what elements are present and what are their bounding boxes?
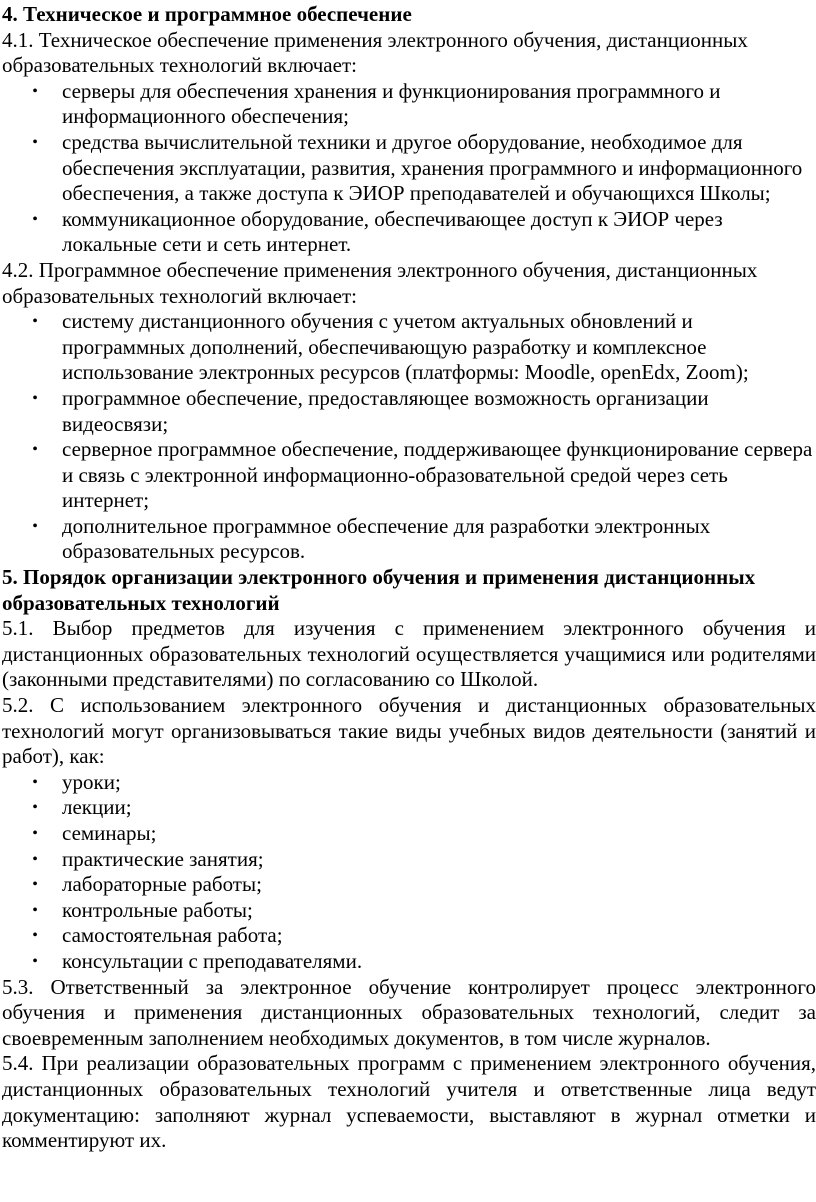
bullet-icon: •: [32, 313, 38, 331]
list-item: [2, 79, 816, 130]
list-item: [2, 770, 816, 796]
list-item-text: семинары;: [62, 821, 157, 845]
list-item-text: средства вычислительной техники и другое оборудование, необходимое для обеспечения эксплуатации, развития, хранения программного и информационного обеспечения, а также доступа к ЭИОР преподавателей и обучающихся Школы;: [62, 129, 803, 206]
list-item-text: уроки;: [62, 769, 121, 794]
list-item-text: консультации с преподавателями.: [62, 948, 363, 973]
list-item: [2, 872, 816, 898]
bullet-icon: •: [32, 799, 38, 817]
bullet-icon: •: [32, 389, 38, 407]
paragraph-5-1: 5.1. Выбор предметов для изучения с применением электронного обучения и дистанционных образовательных технологий осуществляется учащимися или родителями (законными представителями) по согласованию со Школой.: [2, 616, 816, 692]
paragraph-4-1: 4.1. Техническое обеспечение применения электронного обучения, дистанционных образовательных технологий включает:: [2, 27, 748, 78]
list-item-text: самостоятельная работа;: [62, 923, 283, 948]
list-item-text: серверы для обеспечения хранения и функционирования программного и информационного обеспечения;: [62, 78, 721, 129]
list-5-2: [2, 770, 816, 975]
bullet-icon: •: [32, 850, 38, 868]
bullet-icon: •: [32, 825, 38, 842]
list-item-text: лабораторные работы;: [62, 872, 262, 897]
bullet-icon: •: [32, 901, 38, 919]
bullet-icon: •: [32, 773, 38, 791]
list-item: [2, 309, 816, 386]
list-item-text: дополнительное программное обеспечение для разработки электронных образовательных ресурсов.: [62, 513, 711, 564]
list-item: [2, 130, 816, 207]
bullet-icon: •: [32, 927, 38, 945]
section-5-heading: 5. Порядок организации электронного обучения и применения дистанционных образовательных технологий: [2, 565, 756, 615]
paragraph-5-3: 5.3. Ответственный за электронное обучение контролирует процесс электронного обучения и применения дистанционных образовательных технологий, следит за своевременным заполнением необходимых документов, в том числе журналов.: [2, 974, 816, 1050]
paragraph-4-2: 4.2. Программное обеспечение применения электронного обучения, дистанционных образовательных технологий включает:: [2, 257, 758, 308]
list-item: [2, 437, 816, 514]
bullet-icon: •: [32, 210, 38, 228]
bullet-icon: •: [32, 133, 38, 151]
list-item-text: коммуникационное оборудование, обеспечивающее доступ к ЭИОР через локальные сети и сеть интернет.: [62, 206, 723, 257]
list-item-text: контрольные работы;: [62, 897, 253, 922]
list-item: [2, 847, 816, 873]
list-item: [2, 207, 816, 258]
list-item-text: практические занятия;: [62, 846, 264, 871]
bullet-icon: •: [32, 952, 38, 970]
list-item: [2, 821, 816, 847]
list-item: [2, 898, 816, 924]
list-item-text: серверное программное обеспечение, поддерживающее функционирование сервера и связь с электронной информационно-образовательной средой через сеть интернет;: [62, 437, 813, 513]
list-item: [2, 514, 816, 565]
list-item: [2, 949, 816, 975]
list-item-text: лекции;: [62, 795, 132, 820]
section-4-heading: 4. Техническое и программное обеспечение: [2, 2, 412, 26]
list-4-2: [2, 309, 816, 565]
bullet-icon: •: [32, 876, 38, 894]
paragraph-5-2: 5.2. С использованием электронного обучения и дистанционных образовательных технологий могут организовываться такие виды учебных видов деятельности (занятий и работ), как:: [2, 693, 816, 769]
list-4-1: [2, 79, 816, 258]
list-item: [2, 923, 816, 949]
bullet-icon: •: [32, 517, 38, 535]
list-item: [2, 795, 816, 821]
bullet-icon: •: [32, 82, 38, 100]
paragraph-5-4: 5.4. При реализации образовательных программ с применением электронного обучения, дистанционных образовательных технологий учителя и ответственные лица ведут документацию: заполняют журнал успеваемости, выставляют в журнал отметки и комментируют их.: [2, 1051, 816, 1153]
bullet-icon: •: [32, 441, 38, 459]
list-item: [2, 386, 816, 437]
list-item-text: программное обеспечение, предоставляющее возможность организации видеосвязи;: [62, 385, 709, 436]
list-item-text: систему дистанционного обучения с учетом актуальных обновлений и программных дополнений, обеспечивающую разработку и комплексное использование электронных ресурсов (платформы: Moodle, openEdx, Zoom);: [62, 309, 749, 385]
